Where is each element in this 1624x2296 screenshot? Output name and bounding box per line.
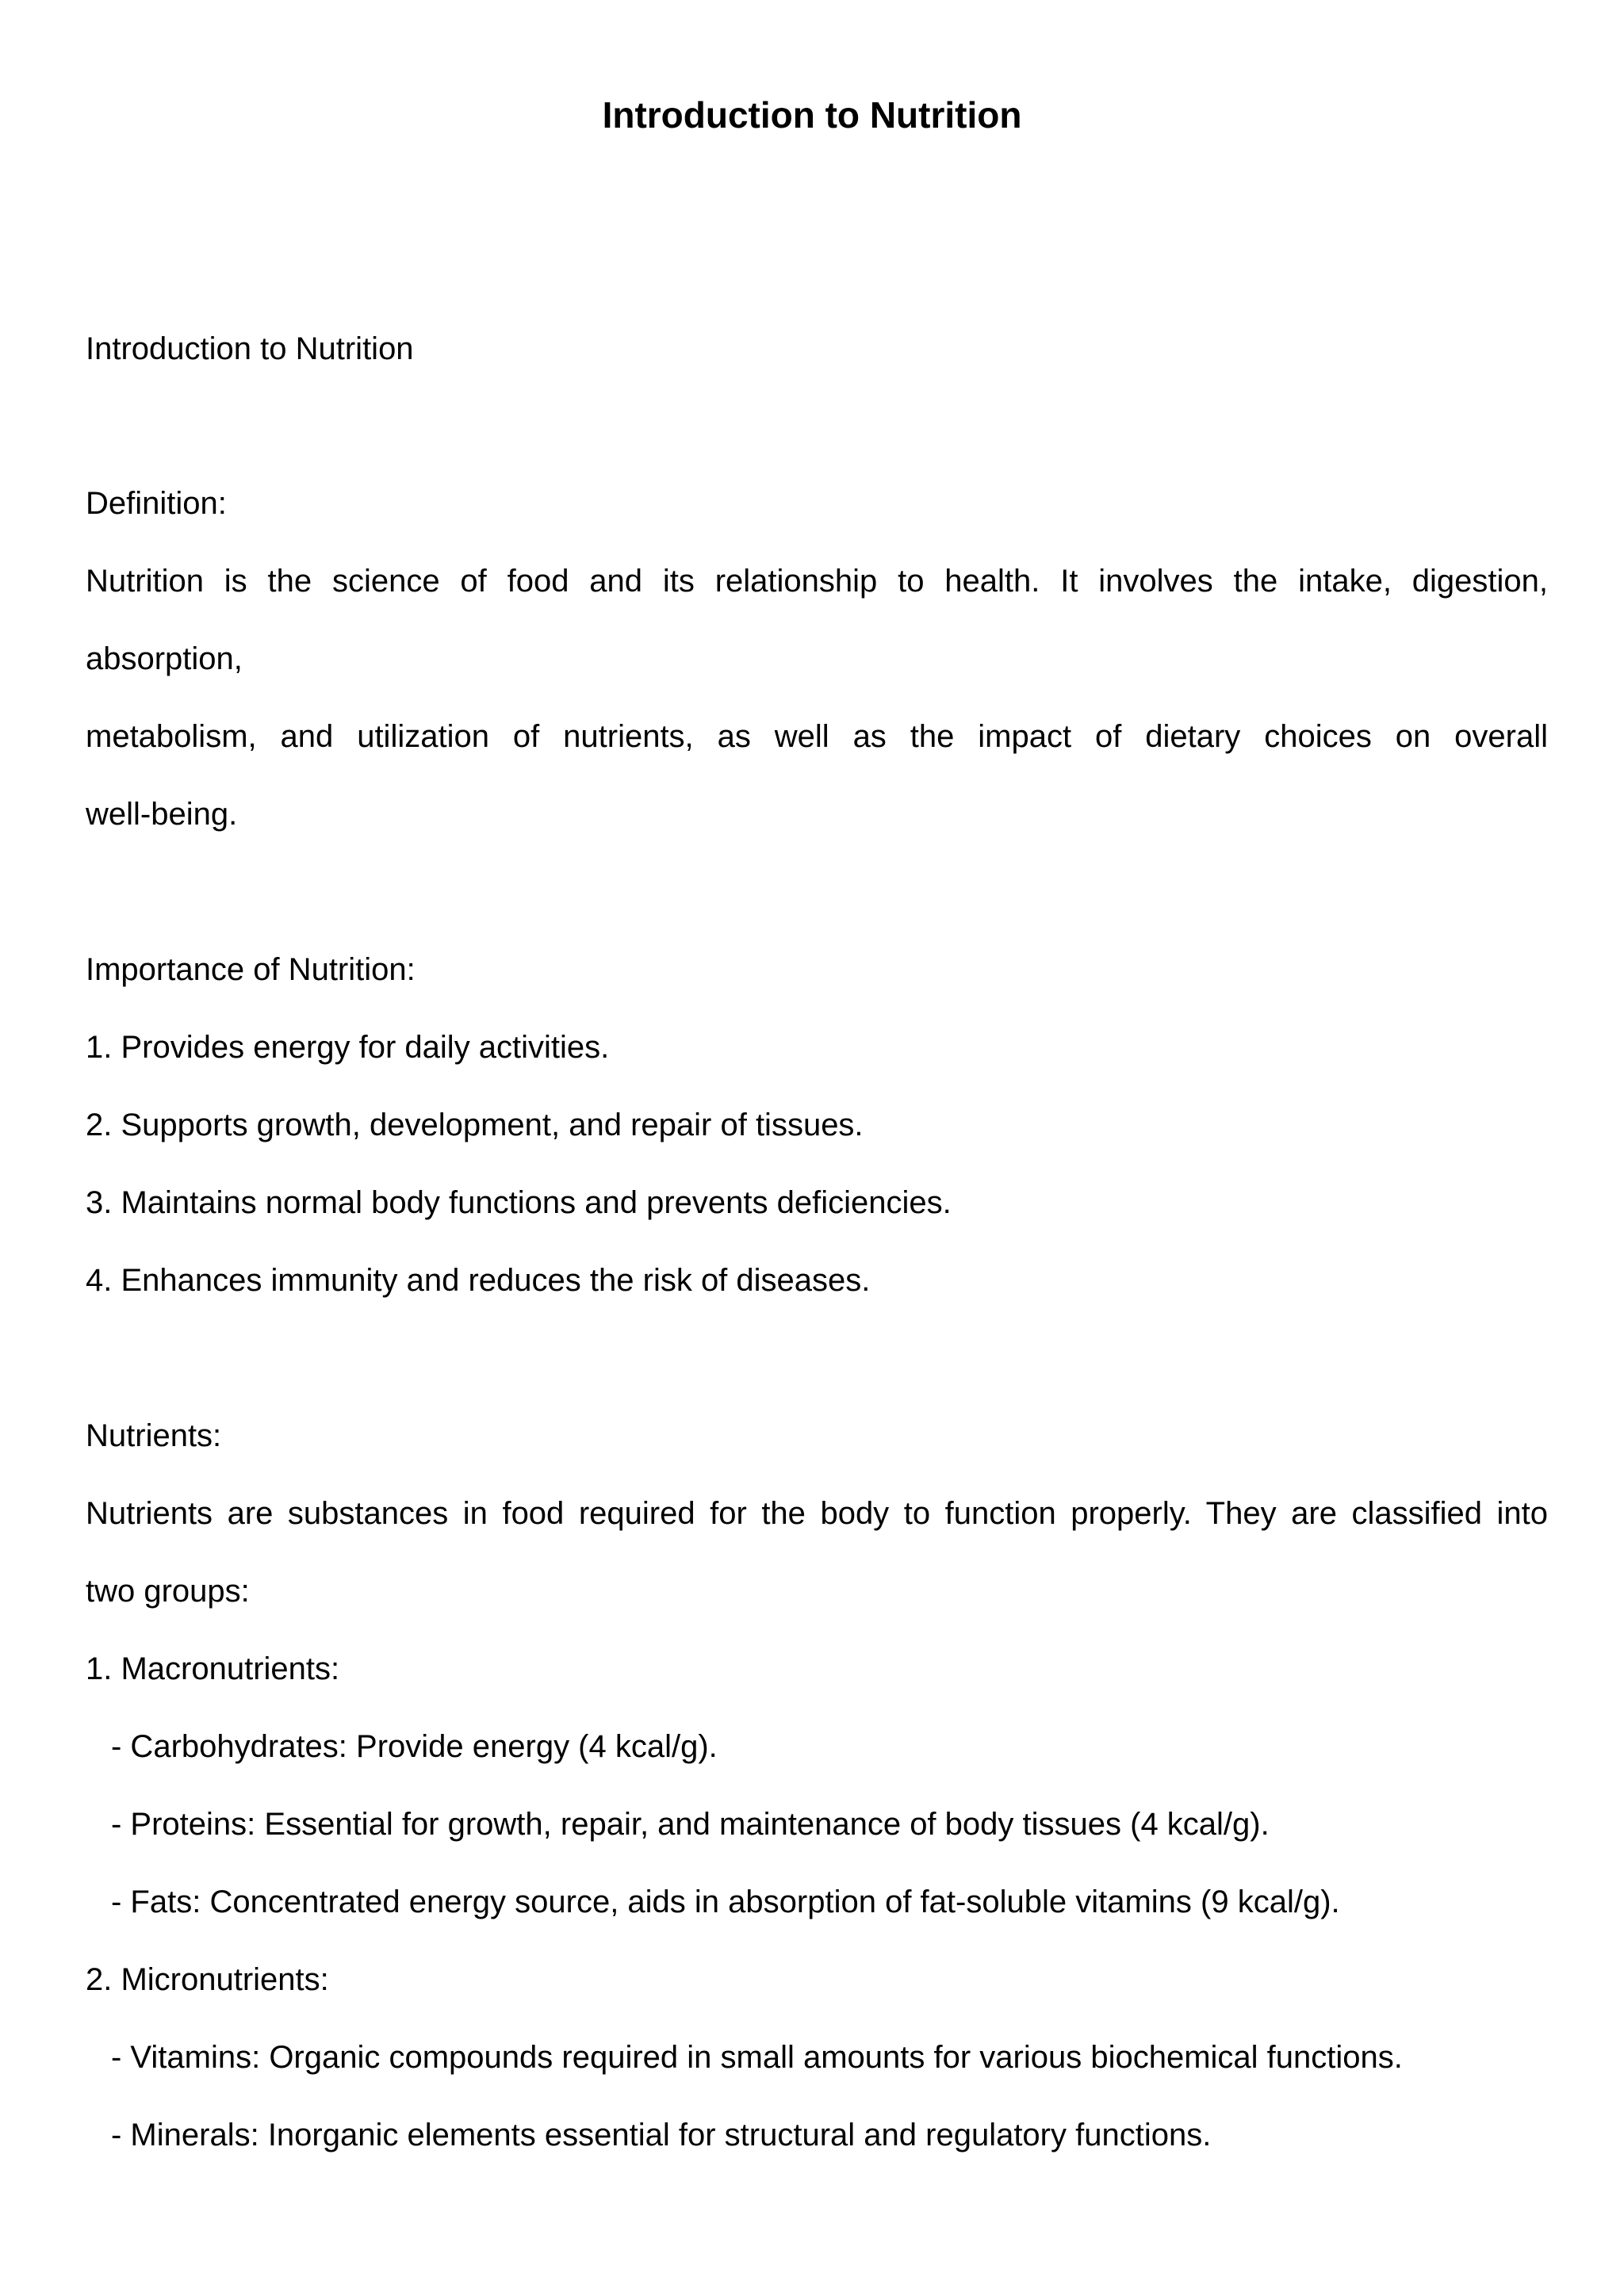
micronutrient-item: - Minerals: Inorganic elements essential for structural and regulatory functions. [111,2118,1212,2152]
macronutrient-item: - Fats: Concentrated energy source, aids in absorption of fat-soluble vitamins (9 kcal/g). [111,1885,1340,1919]
importance-item: 1. Provides energy for daily activities. [86,1030,610,1065]
micronutrients-heading: 2. Micronutrients: [86,1962,329,1997]
definition-line: absorption, [86,641,243,676]
nutrients-intro-line: two groups: [86,1574,250,1609]
nutrients-intro-line: Nutrients are substances in food required for the body to function properly. They are classified into [86,1496,1548,1531]
importance-item: 4. Enhances immunity and reduces the risk of diseases. [86,1263,871,1298]
importance-item: 2. Supports growth, development, and repair of tissues. [86,1108,864,1142]
definition-line: Nutrition is the science of food and its relationship to health. It involves the intake, digestion, [86,564,1548,599]
definition-line: metabolism, and utilization of nutrients, as well as the impact of dietary choices on overall [86,719,1548,754]
macronutrients-heading: 1. Macronutrients: [86,1651,340,1686]
page-title: Introduction to Nutrition [602,94,1022,136]
micronutrient-item: - Vitamins: Organic compounds required in small amounts for various biochemical functions. [111,2040,1403,2075]
section-title: Introduction to Nutrition [86,331,414,366]
importance-item: 3. Maintains normal body functions and prevents deficiencies. [86,1185,952,1220]
nutrients-heading: Nutrients: [86,1418,222,1453]
importance-heading: Importance of Nutrition: [86,952,416,987]
macronutrient-item: - Carbohydrates: Provide energy (4 kcal/g). [111,1729,718,1764]
definition-heading: Definition: [86,486,227,521]
definition-line: well-being. [86,797,238,832]
macronutrient-item: - Proteins: Essential for growth, repair, and maintenance of body tissues (4 kcal/g). [111,1807,1270,1842]
